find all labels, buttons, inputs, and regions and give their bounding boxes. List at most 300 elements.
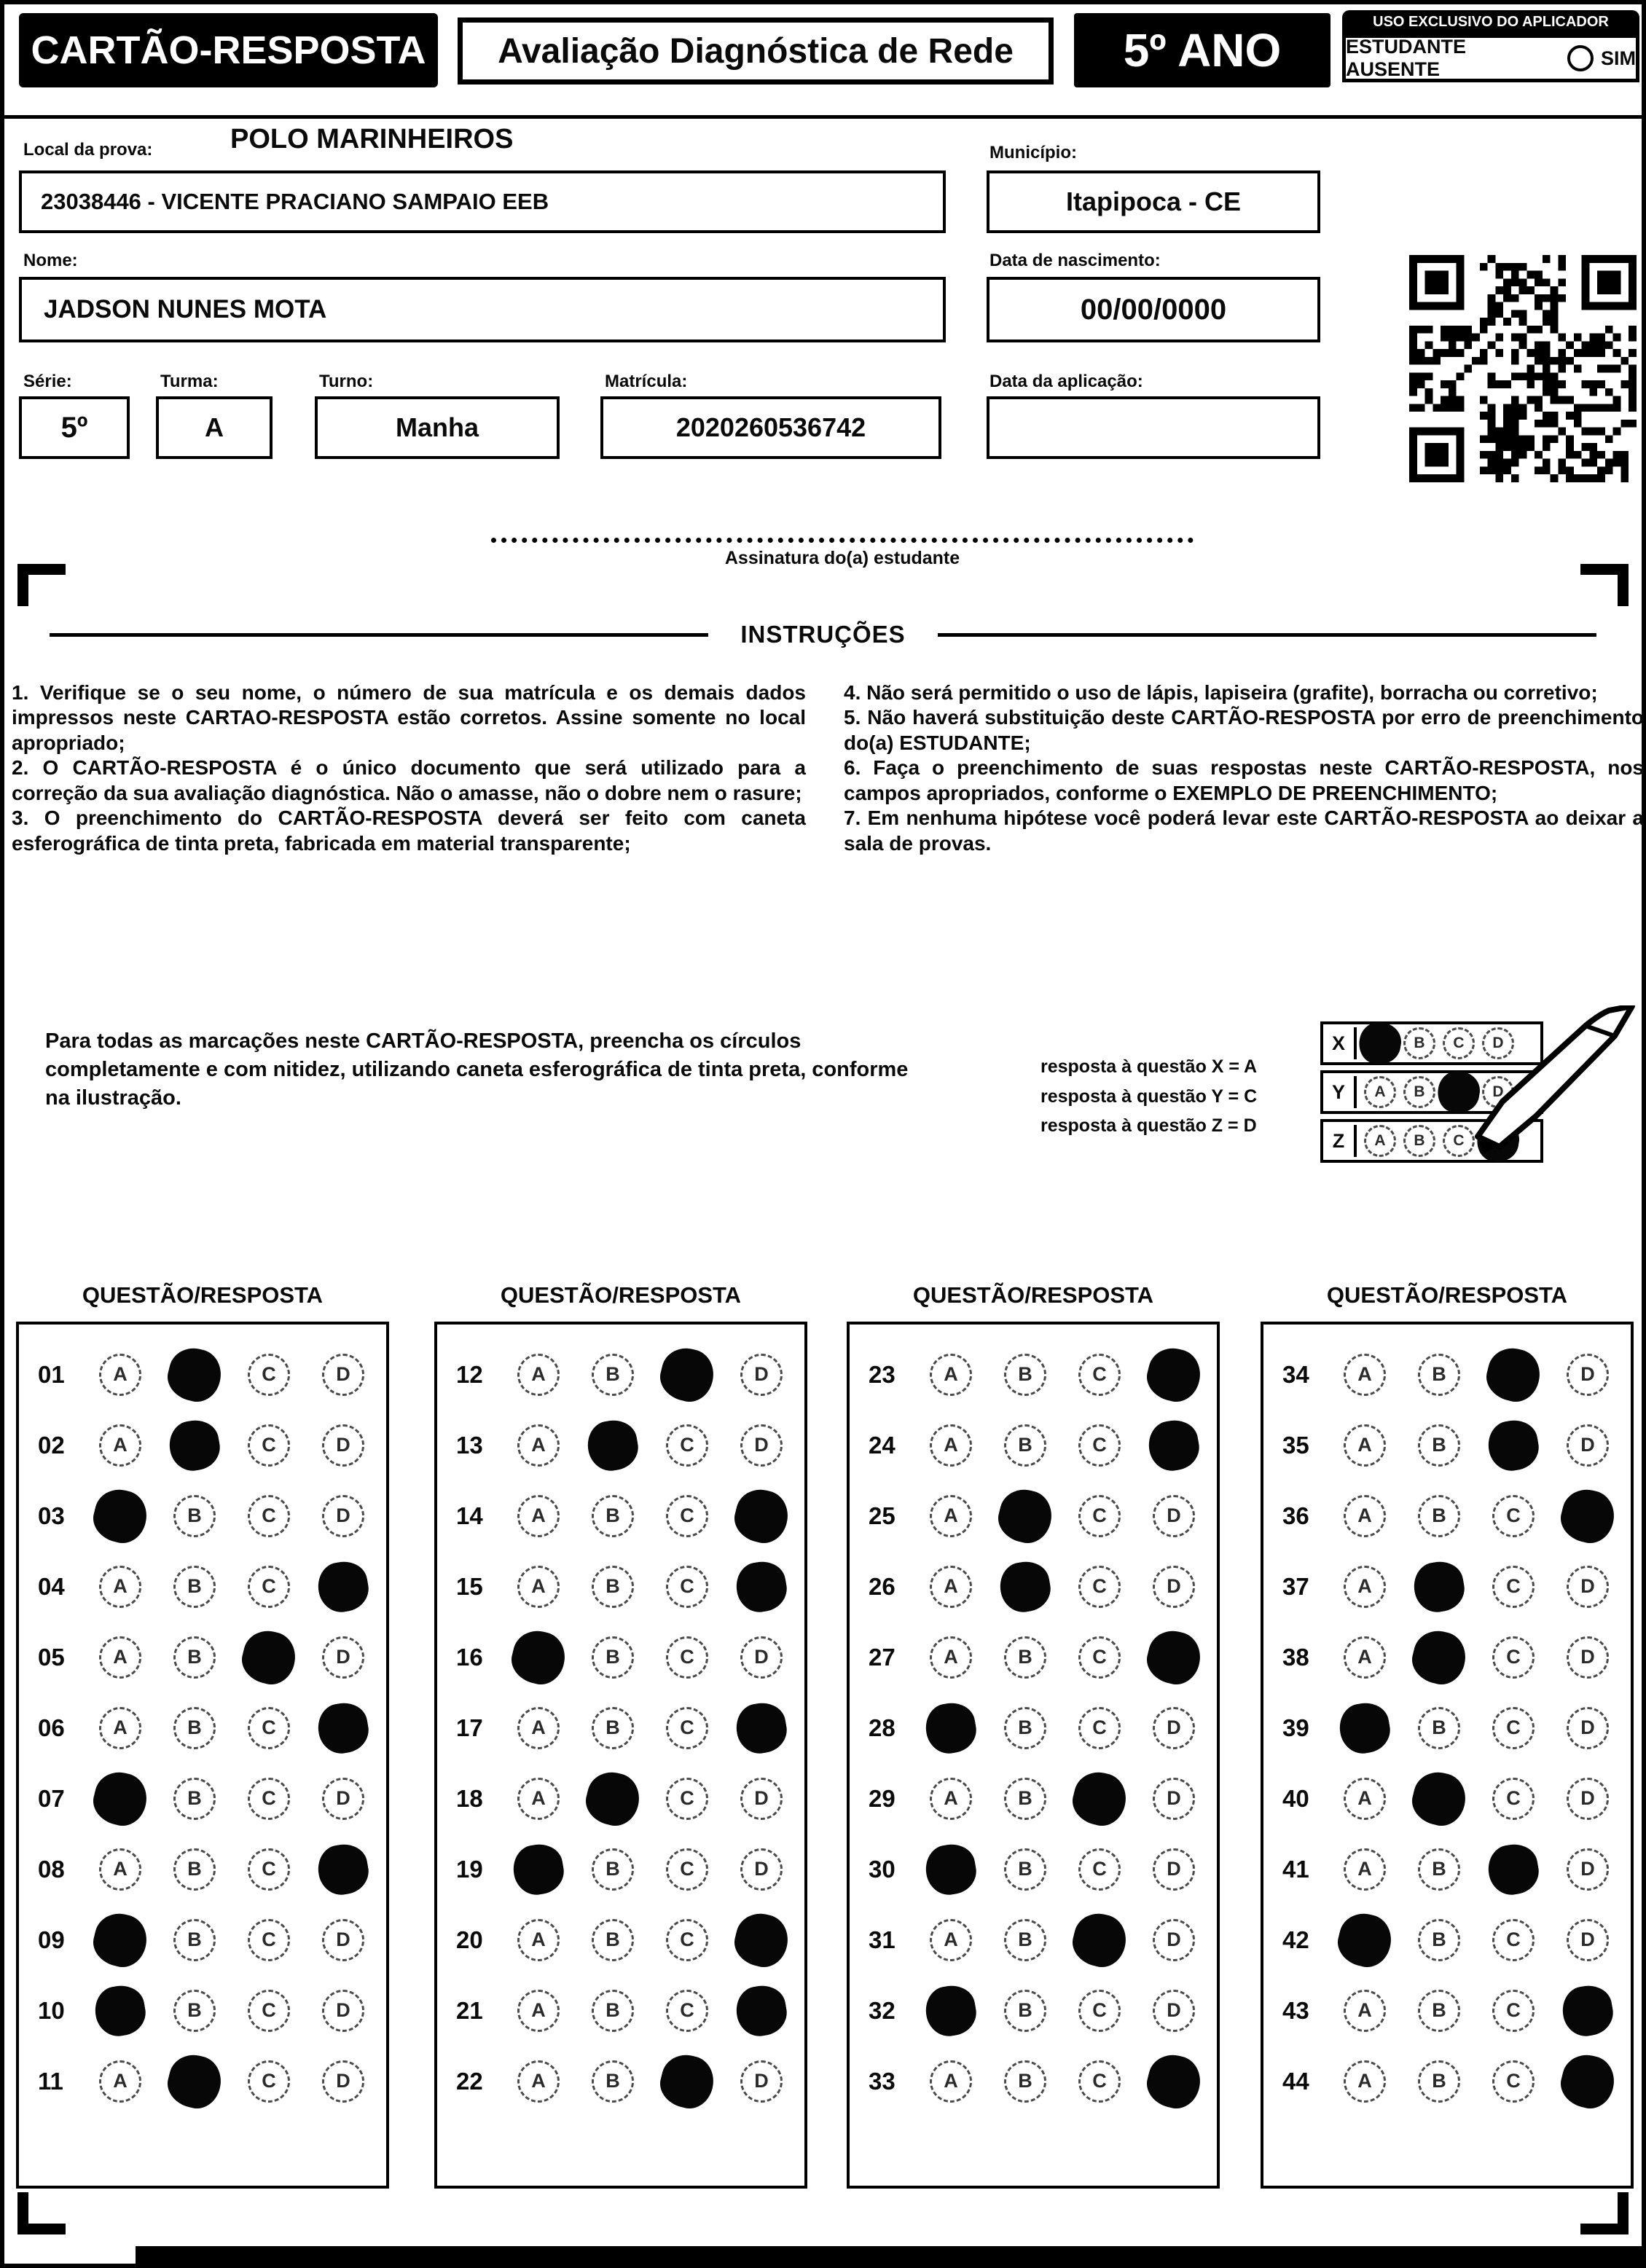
instruction-item: 7. Em nenhuma hipótese você poderá levar este CARTÃO-RESPOSTA ao deixar a sala de provas. bbox=[844, 807, 1644, 855]
bubble-b: B bbox=[1418, 1424, 1460, 1467]
answers-grid-column-3 bbox=[847, 1322, 1220, 2189]
bubble-b: B bbox=[1004, 1354, 1046, 1396]
school-field: 23038446 - VICENTE PRACIANO SAMPAIO EEB bbox=[19, 170, 946, 233]
bubble-d-filled bbox=[314, 1558, 372, 1615]
instruction-item: 1. Verifique se o seu nome, o número de sua matrícula e os demais dados impressos neste CARTAO-RESPOSTA estão corretos. Assine somente no local apropriado; bbox=[12, 681, 806, 754]
question-row-34 bbox=[1263, 1339, 1631, 1410]
question-number: 32 bbox=[869, 1996, 895, 2024]
matricula-field: 2020260536742 bbox=[600, 396, 941, 459]
instructions-column-left bbox=[12, 680, 806, 856]
question-row-14 bbox=[437, 1480, 804, 1551]
bubble-c-filled bbox=[655, 1343, 718, 1406]
bubble-b: B bbox=[173, 1495, 216, 1537]
bubble-c-filled bbox=[1484, 1416, 1542, 1474]
bubble-c: C bbox=[248, 1848, 290, 1891]
bubble-a: A bbox=[930, 1919, 972, 1961]
bubble-a: A bbox=[1344, 1354, 1386, 1396]
bubble-b-filled bbox=[581, 1767, 644, 1830]
bubble-d: D bbox=[1567, 1636, 1609, 1679]
bubble-c: C bbox=[1078, 1354, 1121, 1396]
bubble-a-filled bbox=[1333, 1908, 1396, 1971]
bubble-d-filled bbox=[1142, 2049, 1205, 2113]
example-row-label: Z bbox=[1323, 1125, 1357, 1157]
bubble-a: A bbox=[517, 2060, 560, 2103]
bubble-a: A bbox=[517, 1354, 560, 1396]
bubble-b-filled bbox=[996, 1558, 1054, 1615]
applicator-section bbox=[1342, 10, 1639, 82]
question-row-03 bbox=[19, 1480, 386, 1551]
question-number: 14 bbox=[456, 1502, 483, 1529]
municipio-field: Itapipoca - CE bbox=[987, 170, 1320, 233]
question-number: 09 bbox=[38, 1926, 65, 1953]
bubble-a-filled bbox=[922, 1840, 979, 1898]
bubble-c-filled bbox=[1067, 1767, 1131, 1830]
bubble-c: C bbox=[248, 1707, 290, 1749]
answers-column-title: QUESTÃO/RESPOSTA bbox=[1326, 1282, 1568, 1308]
question-row-39 bbox=[1263, 1692, 1631, 1763]
bubble-a: A bbox=[930, 1354, 972, 1396]
answers-grid-column-1 bbox=[16, 1322, 389, 2189]
question-number: 16 bbox=[456, 1643, 483, 1671]
bubble-a: A bbox=[1364, 1125, 1396, 1157]
question-row-44 bbox=[1263, 2046, 1631, 2116]
bubble-d-filled bbox=[1142, 1625, 1205, 1689]
bubble-b: B bbox=[1004, 1636, 1046, 1679]
example-legend bbox=[1040, 1052, 1257, 1141]
bubble-b: B bbox=[173, 1566, 216, 1608]
bubble-b: B bbox=[1418, 1990, 1460, 2032]
bubble-c: C bbox=[248, 1566, 290, 1608]
bubble-c: C bbox=[1078, 1636, 1121, 1679]
bubble-d: D bbox=[1153, 1848, 1195, 1891]
bubble-b: B bbox=[1004, 1424, 1046, 1467]
instructions-header bbox=[50, 621, 1596, 648]
bubble-b-filled bbox=[162, 2049, 226, 2113]
bubble-d-filled bbox=[1559, 1982, 1616, 2039]
turno-field: Manha bbox=[315, 396, 560, 459]
bubble-b: B bbox=[592, 1636, 634, 1679]
question-row-29 bbox=[850, 1763, 1217, 1834]
question-row-07 bbox=[19, 1763, 386, 1834]
question-number: 20 bbox=[456, 1926, 483, 1953]
bubble-a: A bbox=[99, 1424, 141, 1467]
bubble-c: C bbox=[666, 1495, 708, 1537]
question-row-27 bbox=[850, 1622, 1217, 1692]
question-row-26 bbox=[850, 1551, 1217, 1622]
question-row-09 bbox=[19, 1904, 386, 1975]
question-number: 15 bbox=[456, 1572, 483, 1600]
example-legend-line-z: resposta à questão Z = D bbox=[1040, 1115, 1257, 1136]
question-row-02 bbox=[19, 1410, 386, 1480]
bubble-b: B bbox=[592, 1919, 634, 1961]
question-row-20 bbox=[437, 1904, 804, 1975]
bubble-c: C bbox=[248, 1919, 290, 1961]
question-number: 42 bbox=[1282, 1926, 1309, 1953]
header-divider bbox=[4, 115, 1642, 119]
bubble-b: B bbox=[173, 1919, 216, 1961]
question-number: 29 bbox=[869, 1784, 895, 1812]
bubble-d-filled bbox=[732, 1699, 790, 1757]
example-legend-line-x: resposta à questão X = A bbox=[1040, 1056, 1258, 1077]
bubble-d: D bbox=[740, 1848, 783, 1891]
question-row-19 bbox=[437, 1834, 804, 1904]
bubble-b: B bbox=[173, 1636, 216, 1679]
bubble-a: A bbox=[1344, 2060, 1386, 2103]
question-row-25 bbox=[850, 1480, 1217, 1551]
bubble-a: A bbox=[517, 1566, 560, 1608]
bubble-d-filled bbox=[729, 1484, 793, 1547]
bubble-b-filled bbox=[1410, 1558, 1467, 1615]
bubble-b: B bbox=[1004, 1919, 1046, 1961]
question-number: 26 bbox=[869, 1572, 895, 1600]
answers-column-title: QUESTÃO/RESPOSTA bbox=[82, 1282, 324, 1308]
bubble-c: C bbox=[1492, 1919, 1535, 1961]
bubble-d: D bbox=[322, 1778, 364, 1820]
bubble-d: D bbox=[1153, 1778, 1195, 1820]
bubble-c: C bbox=[1443, 1125, 1475, 1157]
bubble-b: B bbox=[1418, 1354, 1460, 1396]
instruction-item: 5. Não haverá substituição deste CARTÃO-RESPOSTA por erro de preenchimento do(a) ESTUDANTE; bbox=[844, 706, 1644, 754]
bubble-d: D bbox=[1482, 1076, 1514, 1108]
bubble-a: A bbox=[517, 1495, 560, 1537]
bubble-a-filled bbox=[922, 1982, 979, 2039]
bubble-c: C bbox=[666, 1919, 708, 1961]
question-row-32 bbox=[850, 1975, 1217, 2046]
bubble-c-filled bbox=[1484, 1840, 1542, 1898]
question-number: 19 bbox=[456, 1855, 483, 1883]
bubble-d: D bbox=[1153, 1495, 1195, 1537]
question-number: 05 bbox=[38, 1643, 65, 1671]
question-row-08 bbox=[19, 1834, 386, 1904]
bubble-d: D bbox=[1153, 1990, 1195, 2032]
bottom-scan-bar bbox=[136, 2246, 1642, 2264]
bubble-d-filled bbox=[314, 1699, 372, 1757]
question-number: 08 bbox=[38, 1855, 65, 1883]
registration-mark-bottom-left bbox=[17, 2192, 66, 2234]
question-number: 24 bbox=[869, 1431, 895, 1459]
bubble-d: D bbox=[322, 1919, 364, 1961]
question-number: 34 bbox=[1282, 1360, 1309, 1388]
bubble-b: B bbox=[173, 1778, 216, 1820]
bubble-c: C bbox=[248, 1495, 290, 1537]
bubble-a: A bbox=[930, 1424, 972, 1467]
data-nascimento-field: 00/00/0000 bbox=[987, 277, 1320, 342]
bubble-c: C bbox=[248, 1778, 290, 1820]
bubble-d: D bbox=[1153, 1566, 1195, 1608]
question-row-36 bbox=[1263, 1480, 1631, 1551]
serie-label: Série: bbox=[23, 372, 72, 391]
bubble-d: D bbox=[322, 1354, 364, 1396]
question-number: 22 bbox=[456, 2067, 483, 2095]
bubble-b-filled bbox=[1407, 1767, 1470, 1830]
exam-title: Avaliação Diagnóstica de Rede bbox=[458, 17, 1054, 85]
example-legend-line-y: resposta à questão Y = C bbox=[1040, 1086, 1258, 1107]
bubble-c: C bbox=[1492, 1636, 1535, 1679]
bubble-c: C bbox=[1078, 1707, 1121, 1749]
bubble-a: A bbox=[1364, 1076, 1396, 1108]
bubble-b: B bbox=[592, 1990, 634, 2032]
bubble-a: A bbox=[1344, 1636, 1386, 1679]
question-row-18 bbox=[437, 1763, 804, 1834]
instruction-item: 2. O CARTÃO-RESPOSTA é o único documento que será utilizado para a correção da sua avaliação diagnóstica. Não o amasse, não o dobre nem o rasure; bbox=[12, 756, 806, 804]
bubble-b: B bbox=[592, 1848, 634, 1891]
turma-label: Turma: bbox=[160, 372, 219, 391]
question-number: 06 bbox=[38, 1714, 65, 1741]
question-number: 30 bbox=[869, 1855, 895, 1883]
bubble-d-filled bbox=[729, 1908, 793, 1971]
question-row-33 bbox=[850, 2046, 1217, 2116]
question-row-30 bbox=[850, 1834, 1217, 1904]
bubble-a: A bbox=[99, 1707, 141, 1749]
bubble-c: C bbox=[666, 1424, 708, 1467]
bubble-a: A bbox=[1344, 1778, 1386, 1820]
question-number: 43 bbox=[1282, 1996, 1309, 2024]
bubble-a-filled bbox=[88, 1767, 152, 1830]
instruction-item: 3. O preenchimento do CARTÃO-RESPOSTA deverá ser feito com caneta esferográfica de tinta preta, fabricada em material transparente; bbox=[12, 807, 806, 855]
bubble-b: B bbox=[173, 1848, 216, 1891]
bubble-d: D bbox=[322, 2060, 364, 2103]
bubble-b-filled bbox=[1407, 1625, 1470, 1689]
question-number: 38 bbox=[1282, 1643, 1309, 1671]
question-row-23 bbox=[850, 1339, 1217, 1410]
bubble-d: D bbox=[1567, 1848, 1609, 1891]
bubble-c: C bbox=[666, 1636, 708, 1679]
bubble-c: C bbox=[248, 1990, 290, 2032]
bubble-b: B bbox=[1418, 1707, 1460, 1749]
question-row-43 bbox=[1263, 1975, 1631, 2046]
bubble-d: D bbox=[740, 2060, 783, 2103]
municipio-label: Município: bbox=[989, 143, 1077, 162]
bubble-b-filled bbox=[584, 1416, 641, 1474]
bubble-c-filled bbox=[237, 1625, 300, 1689]
absent-option-label: SIM bbox=[1600, 47, 1636, 69]
data-nascimento-label: Data de nascimento: bbox=[989, 251, 1161, 270]
question-number: 18 bbox=[456, 1784, 483, 1812]
turno-label: Turno: bbox=[319, 372, 374, 391]
matricula-label: Matrícula: bbox=[605, 372, 688, 391]
question-number: 04 bbox=[38, 1572, 65, 1600]
bubble-c: C bbox=[1078, 1848, 1121, 1891]
bubble-a: A bbox=[930, 1778, 972, 1820]
bubble-a: A bbox=[99, 1636, 141, 1679]
signature-label: Assinatura do(a) estudante bbox=[724, 548, 960, 568]
instruction-item: 4. Não será permitido o uso de lápis, lapiseira (grafite), borracha ou corretivo; bbox=[844, 681, 1598, 704]
question-row-06 bbox=[19, 1692, 386, 1763]
bubble-d: D bbox=[1567, 1919, 1609, 1961]
bubble-d: D bbox=[1567, 1707, 1609, 1749]
bubble-c: C bbox=[1492, 1495, 1535, 1537]
question-row-11 bbox=[19, 2046, 386, 2116]
question-number: 03 bbox=[38, 1502, 65, 1529]
bubble-b: B bbox=[173, 1990, 216, 2032]
bubble-a: A bbox=[930, 1495, 972, 1537]
instructions-rule-right bbox=[938, 633, 1596, 637]
question-number: 28 bbox=[869, 1714, 895, 1741]
absent-label: ESTUDANTE AUSENTE bbox=[1346, 36, 1467, 80]
bubble-c: C bbox=[248, 2060, 290, 2103]
bubble-c-filled bbox=[655, 2049, 718, 2113]
question-number: 44 bbox=[1282, 2067, 1309, 2095]
bubble-b: B bbox=[592, 1495, 634, 1537]
bubble-d: D bbox=[740, 1354, 783, 1396]
instruction-item: 6. Faça o preenchimento de suas respostas neste CARTÃO-RESPOSTA, nos campos apropriados, conforme o EXEMPLO DE PREENCHIMENTO; bbox=[844, 756, 1644, 804]
bubble-a: A bbox=[930, 1636, 972, 1679]
bubble-b: B bbox=[592, 1354, 634, 1396]
question-number: 39 bbox=[1282, 1714, 1309, 1741]
question-number: 40 bbox=[1282, 1784, 1309, 1812]
bubble-a: A bbox=[517, 1707, 560, 1749]
question-row-28 bbox=[850, 1692, 1217, 1763]
bubble-c: C bbox=[666, 1990, 708, 2032]
bubble-d-filled bbox=[732, 1558, 790, 1615]
bubble-b: B bbox=[1004, 1707, 1046, 1749]
example-row-label: Y bbox=[1323, 1076, 1357, 1108]
bubble-c: C bbox=[1078, 2060, 1121, 2103]
bubble-a: A bbox=[930, 1566, 972, 1608]
bubble-d-filled bbox=[732, 1982, 790, 2039]
bubble-c: C bbox=[666, 1566, 708, 1608]
bubble-d: D bbox=[322, 1424, 364, 1467]
question-number: 07 bbox=[38, 1784, 65, 1812]
question-number: 17 bbox=[456, 1714, 483, 1741]
question-number: 35 bbox=[1282, 1431, 1309, 1459]
bubble-b: B bbox=[1418, 1495, 1460, 1537]
bubble-d-filled bbox=[1145, 1416, 1202, 1474]
student-absent-field bbox=[1342, 34, 1639, 82]
bubble-d: D bbox=[740, 1636, 783, 1679]
bubble-b: B bbox=[1403, 1027, 1435, 1059]
nome-field: JADSON NUNES MOTA bbox=[19, 277, 946, 342]
question-row-16 bbox=[437, 1622, 804, 1692]
bubble-c: C bbox=[248, 1424, 290, 1467]
bubble-c: C bbox=[248, 1354, 290, 1396]
local-da-prova-label: Local da prova: bbox=[23, 140, 153, 160]
pen-icon bbox=[1456, 1005, 1638, 1177]
answers-grid-column-4 bbox=[1261, 1322, 1634, 2189]
bubble-a-filled bbox=[88, 1484, 152, 1547]
question-row-22 bbox=[437, 2046, 804, 2116]
question-number: 25 bbox=[869, 1502, 895, 1529]
bubble-c: C bbox=[666, 1707, 708, 1749]
instructions-rule-left bbox=[50, 633, 708, 637]
bubble-b: B bbox=[1403, 1125, 1435, 1157]
question-number: 21 bbox=[456, 1996, 483, 2024]
bubble-a: A bbox=[517, 1424, 560, 1467]
bubble-d-filled bbox=[1142, 1343, 1205, 1406]
bubble-b: B bbox=[1004, 1848, 1046, 1891]
bubble-d: D bbox=[1482, 1027, 1514, 1059]
bubble-d: D bbox=[1567, 1778, 1609, 1820]
question-row-24 bbox=[850, 1410, 1217, 1480]
bubble-a: A bbox=[517, 1990, 560, 2032]
question-row-17 bbox=[437, 1692, 804, 1763]
question-number: 11 bbox=[38, 2067, 63, 2095]
bubble-a: A bbox=[517, 1778, 560, 1820]
bubble-d: D bbox=[740, 1424, 783, 1467]
question-row-15 bbox=[437, 1551, 804, 1622]
answers-column-title: QUESTÃO/RESPOSTA bbox=[500, 1282, 742, 1308]
question-row-37 bbox=[1263, 1551, 1631, 1622]
bubble-a: A bbox=[1344, 1566, 1386, 1608]
bubble-c: C bbox=[1492, 2060, 1535, 2103]
nome-label: Nome: bbox=[23, 251, 78, 270]
bubble-a: A bbox=[99, 2060, 141, 2103]
bubble-b: B bbox=[1418, 2060, 1460, 2103]
registration-mark-top-left bbox=[17, 564, 66, 606]
bubble-b: B bbox=[1004, 1990, 1046, 2032]
bubble-d: D bbox=[322, 1636, 364, 1679]
bubble-c: C bbox=[1492, 1707, 1535, 1749]
bubble-c-filled bbox=[1067, 1908, 1131, 1971]
bubble-c-filled bbox=[1481, 1343, 1545, 1406]
question-number: 01 bbox=[38, 1360, 65, 1388]
question-number: 12 bbox=[456, 1360, 483, 1388]
question-row-35 bbox=[1263, 1410, 1631, 1480]
question-number: 27 bbox=[869, 1643, 895, 1671]
bubble-c: C bbox=[1492, 1990, 1535, 2032]
question-row-10 bbox=[19, 1975, 386, 2046]
bubble-a: A bbox=[99, 1848, 141, 1891]
question-row-12 bbox=[437, 1339, 804, 1410]
bubble-b-filled bbox=[165, 1416, 223, 1474]
question-number: 36 bbox=[1282, 1502, 1309, 1529]
applicator-strip-label: USO EXCLUSIVO DO APLICADOR bbox=[1342, 10, 1639, 34]
signature-dotted-line bbox=[491, 538, 1194, 543]
question-number: 13 bbox=[456, 1431, 483, 1459]
question-row-04 bbox=[19, 1551, 386, 1622]
bubble-b-filled bbox=[162, 1343, 226, 1406]
question-row-01 bbox=[19, 1339, 386, 1410]
question-row-31 bbox=[850, 1904, 1217, 1975]
question-row-41 bbox=[1263, 1834, 1631, 1904]
bubble-b: B bbox=[1418, 1848, 1460, 1891]
question-row-42 bbox=[1263, 1904, 1631, 1975]
question-number: 23 bbox=[869, 1360, 895, 1388]
qr-code bbox=[1409, 255, 1637, 482]
bubble-d-filled bbox=[314, 1840, 372, 1898]
bubble-b: B bbox=[1004, 1778, 1046, 1820]
bubble-a-filled bbox=[922, 1699, 979, 1757]
question-row-13 bbox=[437, 1410, 804, 1480]
bubble-d: D bbox=[1153, 1707, 1195, 1749]
bubble-d: D bbox=[1567, 1566, 1609, 1608]
bubble-a: A bbox=[517, 1919, 560, 1961]
bubble-c: C bbox=[1078, 1990, 1121, 2032]
bubble-c: C bbox=[1492, 1778, 1535, 1820]
bubble-d: D bbox=[1567, 1354, 1609, 1396]
turma-field: A bbox=[156, 396, 273, 459]
bubble-a-filled bbox=[88, 1908, 152, 1971]
question-number: 41 bbox=[1282, 1855, 1309, 1883]
local-da-prova-value: POLO MARINHEIROS bbox=[230, 124, 514, 154]
bubble-a-filled bbox=[506, 1625, 570, 1689]
question-number: 02 bbox=[38, 1431, 65, 1459]
bubble-c: C bbox=[1078, 1495, 1121, 1537]
question-number: 31 bbox=[869, 1926, 895, 1953]
bubble-b: B bbox=[1418, 1919, 1460, 1961]
bubble-c: C bbox=[1443, 1027, 1475, 1059]
data-aplicacao-field bbox=[987, 396, 1320, 459]
bubble-b: B bbox=[592, 2060, 634, 2103]
question-number: 37 bbox=[1282, 1572, 1309, 1600]
bubble-a-filled bbox=[1356, 1019, 1404, 1067]
registration-mark-top-right bbox=[1580, 564, 1629, 606]
bubble-d: D bbox=[322, 1495, 364, 1537]
bubble-b: B bbox=[173, 1707, 216, 1749]
bubble-d-filled bbox=[1556, 2049, 1619, 2113]
bubble-a: A bbox=[1344, 1424, 1386, 1467]
bubble-c: C bbox=[1492, 1566, 1535, 1608]
